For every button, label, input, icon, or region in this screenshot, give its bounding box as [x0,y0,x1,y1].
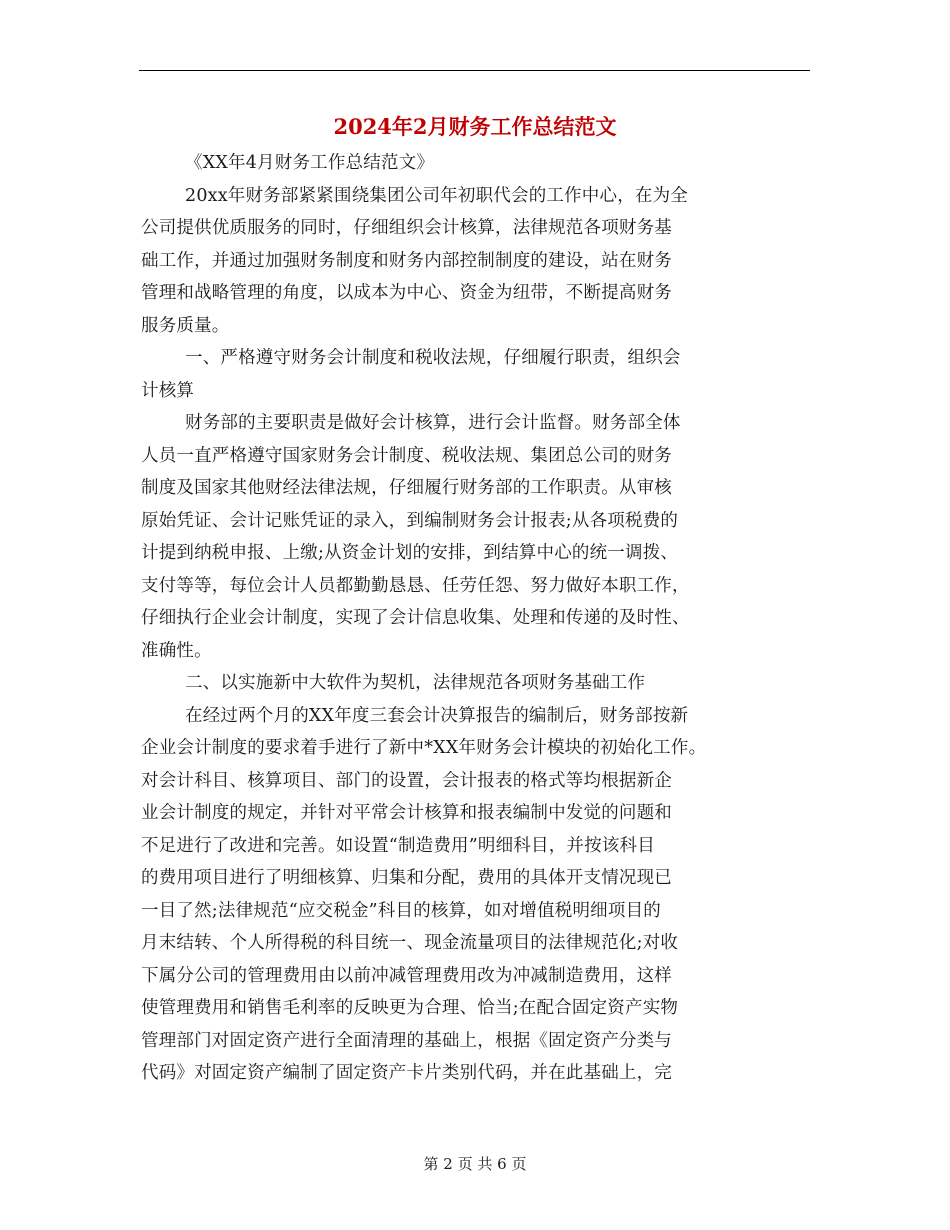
text-line: 支付等等，每位会计人员都勤勤恳恳、任劳任怨、努力做好本职工作， [141,575,690,596]
text-line: 代码》对固定资产编制了固定资产卡片类别代码，并在此基础上，完 [141,1063,672,1083]
text-line: 础工作，并通过加强财务制度和财务内部控制制度的建设，站在财务 [141,250,672,271]
text-line: 《XX年4月财务工作总结范文》 [185,153,435,173]
text-line: 企业会计制度的要求着手进行了新中*XX年财务会计模块的初始化工作。 [141,738,707,758]
document-body [141,147,821,1090]
text-line: 业会计制度的规定，并针对平常会计核算和报表编制中发觉的问题和 [141,803,672,823]
text-line: 月末结转、个人所得税的科目统一、现金流量项目的法律规范化;对收 [141,933,679,953]
text-line: 计核算 [141,380,195,401]
text-line: 制度及国家其他财经法律法规，仔细履行财务部的工作职责。从审核 [141,478,672,498]
text-line: 财务部的主要职责是做好会计核算，进行会计监督。财务部全体 [185,413,681,433]
text-line: 管理部门对固定资产进行全面清理的基础上，根据《固定资产分类与 [141,1030,672,1051]
text-line: 的费用项目进行了明细核算、归集和分配，费用的具体开支情况现已 [141,868,672,888]
text-line: 使管理费用和销售毛利率的反映更为合理、恰当;在配合固定资产实物 [141,998,679,1018]
text-line: 服务质量。 [141,315,230,336]
text-line: 20xx年财务部紧紧围绕集团公司年初职代会的工作中心，在为全 [185,185,689,206]
text-line: 管理和战略管理的角度，以成本为中心、资金为纽带，不断提高财务 [141,283,672,303]
text-line: 原始凭证、会计记账凭证的录入，到编制财务会计报表;从各项税费的 [141,510,679,531]
text-line: 公司提供优质服务的同时，仔细组织会计核算，法律规范各项财务基 [141,218,672,238]
text-line: 不足进行了改进和完善。如设置“制造费用”明细科目，并按该科目 [141,835,655,856]
text-line: 下属分公司的管理费用由以前冲减管理费用改为冲减制造费用，这样 [141,965,672,986]
text-line: 一目了然;法律规范“应交税金”科目的核算，如对增值税明细项目的 [141,900,661,921]
text-line: 二、以实施新中大软件为契机，法律规范各项财务基础工作 [185,673,646,693]
text-line: 计提到纳税申报、上缴;从资金计划的安排，到结算中心的统一调拨、 [141,543,679,563]
document-title: 2024年2月财务工作总结范文 [333,114,617,139]
text-line: 在经过两个月的XX年度三套会计决算报告的编制后，财务部按新 [185,705,689,726]
page-footer: 第 2 页 共 6 页 [423,1155,527,1173]
text-line: 准确性。 [141,640,212,661]
text-line: 仔细执行企业会计制度，实现了会计信息收集、处理和传递的及时性、 [141,608,690,628]
text-line: 人员一直严格遵守国家财务会计制度、税收法规、集团总公司的财务 [141,445,672,466]
header-rule [139,70,810,71]
text-line: 对会计科目、核算项目、部门的设置，会计报表的格式等均根据新企 [141,770,672,791]
text-line: 一、严格遵守财务会计制度和税收法规，仔细履行职责，组织会 [185,348,681,368]
